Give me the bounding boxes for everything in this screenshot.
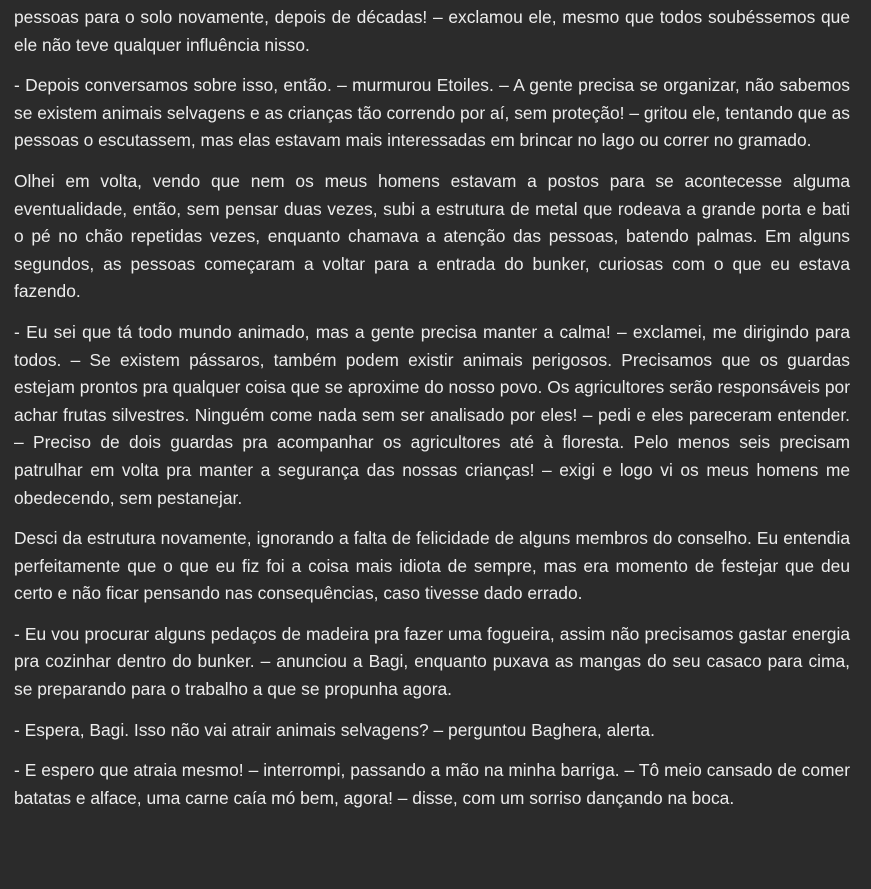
paragraph-7: - Espera, Bagi. Isso não vai atrair animais selvagens? – perguntou Baghera, alerta. [14,719,655,740]
paragraph-1: pessoas para o solo novamente, depois de décadas! – exclamou ele, mesmo que todos soubéssemos que ele não teve qualquer influência nisso. [14,7,850,55]
paragraph-6: - Eu vou procurar alguns pedaços de madeira pra fazer uma fogueira, assim não precisamos gastar energia pra cozinhar dentro do bunker. – anunciou a Bagi, enquanto puxava as mangas do seu casaco para cima, se preparando para o trabalho a que se propunha agora. [14,623,850,700]
paragraph-8: - E espero que atraia mesmo! – interrompi, passando a mão na minha barriga. – Tô meio cansado de comer batatas e alface, uma carne caía mó bem, agora! – disse, com um sorriso dançando na boca. [14,760,850,808]
paragraph-4: - Eu sei que tá todo mundo animado, mas a gente precisa manter a calma! – exclamei, me dirigindo para todos. – Se existem pássaros, também podem existir animais perigosos. Precisamos que os guardas estejam prontos pra qualquer coisa que se aproxime do nosso povo. Os agricultores serão responsáveis por achar frutas silvestres. Ninguém come nada sem ser analisado por eles! – pedi e eles pareceram entender. – Preciso de dois guardas pra acompanhar os agricultores até à floresta. Pelo menos seis precisam patrulhar em volta pra manter a segurança das nossas crianças! – exigi e logo vi os meus homens me obedecendo, sem pestanejar. [14,321,850,508]
paragraph-3: Olhei em volta, vendo que nem os meus homens estavam a postos para se acontecesse alguma eventualidade, então, sem pensar duas vezes, subi a estrutura de metal que rodeava a grande porta e bati o pé no chão repetidas vezes, enquanto chamava a atenção das pessoas, batendo palmas. Em alguns segundos, as pessoas começaram a voltar para a entrada do bunker, curiosas com o que eu estava fazendo. [14,170,850,302]
paragraph-5: Desci da estrutura novamente, ignorando a falta de felicidade de alguns membros do conselho. Eu entendia perfeitamente que o que eu fiz foi a coisa mais idiota de sempre, mas era momento de festejar que deu certo e não ficar pensando nas consequências, caso tivesse dado errado. [14,528,850,604]
paragraph-2: - Depois conversamos sobre isso, então. – murmurou Etoiles. – A gente precisa se organizar, não sabemos se existem animais selvagens e as crianças tão correndo por aí, sem proteção! – gritou ele, tentando que as pessoas o escutassem, mas elas estavam mais interessadas em brincar no lago ou correr no gramado. [14,75,850,151]
